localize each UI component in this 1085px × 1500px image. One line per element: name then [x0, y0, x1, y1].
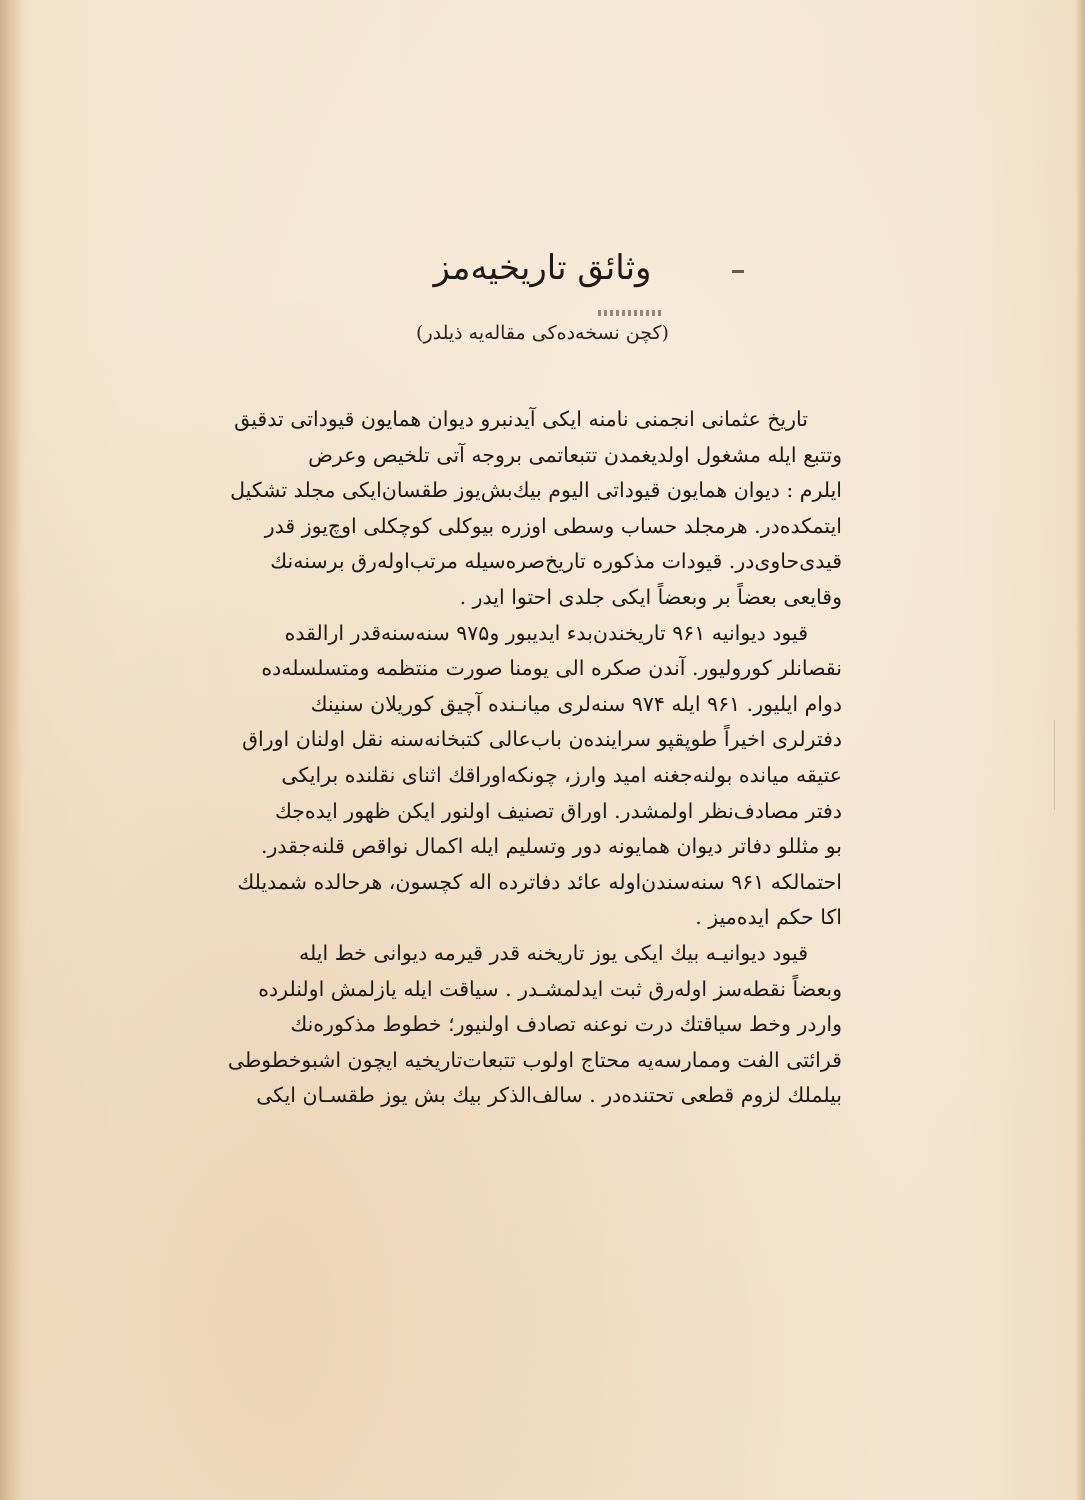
text-line: قیود دیوانیـه بیك ایکی یوز تاریخنه قدر قیرمه دیوانی خط ایله: [299, 940, 808, 965]
paragraph-3: [227, 936, 842, 1114]
margin-mark: [1054, 720, 1055, 810]
text-line: دفتر مصادف‌نظر اولمشدر. اوراق تصنیف اولنور ایکن ظهور ایده‌جك: [274, 798, 842, 823]
page-header: [0, 248, 1085, 288]
text-line: بیلملك لزوم قطعی تحتنده‌در . سالف‌الذکر بیك بش یوز طقسـان ایکی: [256, 1083, 842, 1108]
paragraph-2: [237, 616, 842, 936]
text-line: قیود دیوانیه ۹۶۱ تاریخندن‌بدء ایدیبور و۹۷۵ سنه‌سنه‌قدر ارالقده: [284, 620, 808, 645]
page-subtitle: (کچن نسخه‌ده‌کی مقاله‌یه ذیلدر): [416, 322, 669, 344]
text-line: وقایعی بعضاً بر وبعضاً ایکی جلدی احتوا ایدر .: [459, 584, 842, 609]
text-line: اکا حکم ایده‌میز .: [695, 905, 842, 930]
text-line: وبعضاً نقطه‌سز اوله‌رق ثبت ایدلمشـدر . سیاقت ایله یازلمش اولنلرده: [258, 976, 842, 1001]
text-line: عتیقه میانده بولنه‌جغنه امید وارز، چونکه‌اوراقك اثنای نقلنده برایکی: [281, 762, 842, 787]
text-line: نقصانلر کورولیور. آندن صکره الی یومنا صورت منتظمه ومتسلسله‌ده: [261, 656, 842, 681]
text-line: دفترلری اخیراً طوپقپو سراینده‌ن باب‌عالی کتبخانه‌سنه نقل اولنان اوراق: [242, 727, 842, 752]
text-line: بو مثللو دفاتر دیوان همایونه دور وتسلیم ایله اکمال نواقص قلنه‌جقدر.: [260, 834, 842, 859]
page-right-edge: [1075, 0, 1085, 1500]
page-binding-edge: [0, 0, 22, 1500]
page-title: وثائق تاریخیه‌مز: [433, 248, 652, 288]
text-line: قیدی‌حاوی‌در. قیودات مذکوره تاریخ‌صره‌سیله مرتب‌اوله‌رق برسنه‌نك: [270, 549, 842, 574]
text-line: وتتبع ایله مشغول اولدیغمدن تتبعاتمی بروجه آتی تلخیص وعرض: [308, 442, 842, 467]
text-line: ایتمکده‌در. هرمجلد حساب وسطی اوزره بیوکلی کوچکلی اوچ‌یوز قدر: [264, 513, 842, 538]
text-line: احتمالکه ۹۶۱ سنه‌سندن‌اوله عائد دفاترده اله کچسون، هرحالده شمدیلك: [237, 869, 842, 894]
text-line: تاریخ عثمانی انجمنی نامنه ایکی آیدنبرو دیوان همایون قیوداتی تدقیق: [234, 407, 808, 431]
text-line: واردر وخط سیاقتك درت نوعنه تصادف اولنیور؛ خطوط مذکوره‌نك: [290, 1012, 842, 1037]
body-text: [227, 402, 842, 1114]
text-line: قرائتی الفت وممارسه‌یه محتاج اولوب تتبعات‌تاریخیه ایچون اشبوخطوطی: [227, 1047, 842, 1072]
paragraph-1: [230, 402, 842, 616]
title-divider: [598, 310, 664, 316]
text-line: ایلرم : دیوان همایون قیوداتی الیوم بیك‌بش‌یوز طقسان‌ایکی مجلد تشکیل: [230, 478, 842, 503]
text-line: دوام ایلیور. ۹۶۱ ایله ۹۷۴ سنه‌لری میانـنده آچیق کوریلان سنینك: [310, 691, 842, 716]
